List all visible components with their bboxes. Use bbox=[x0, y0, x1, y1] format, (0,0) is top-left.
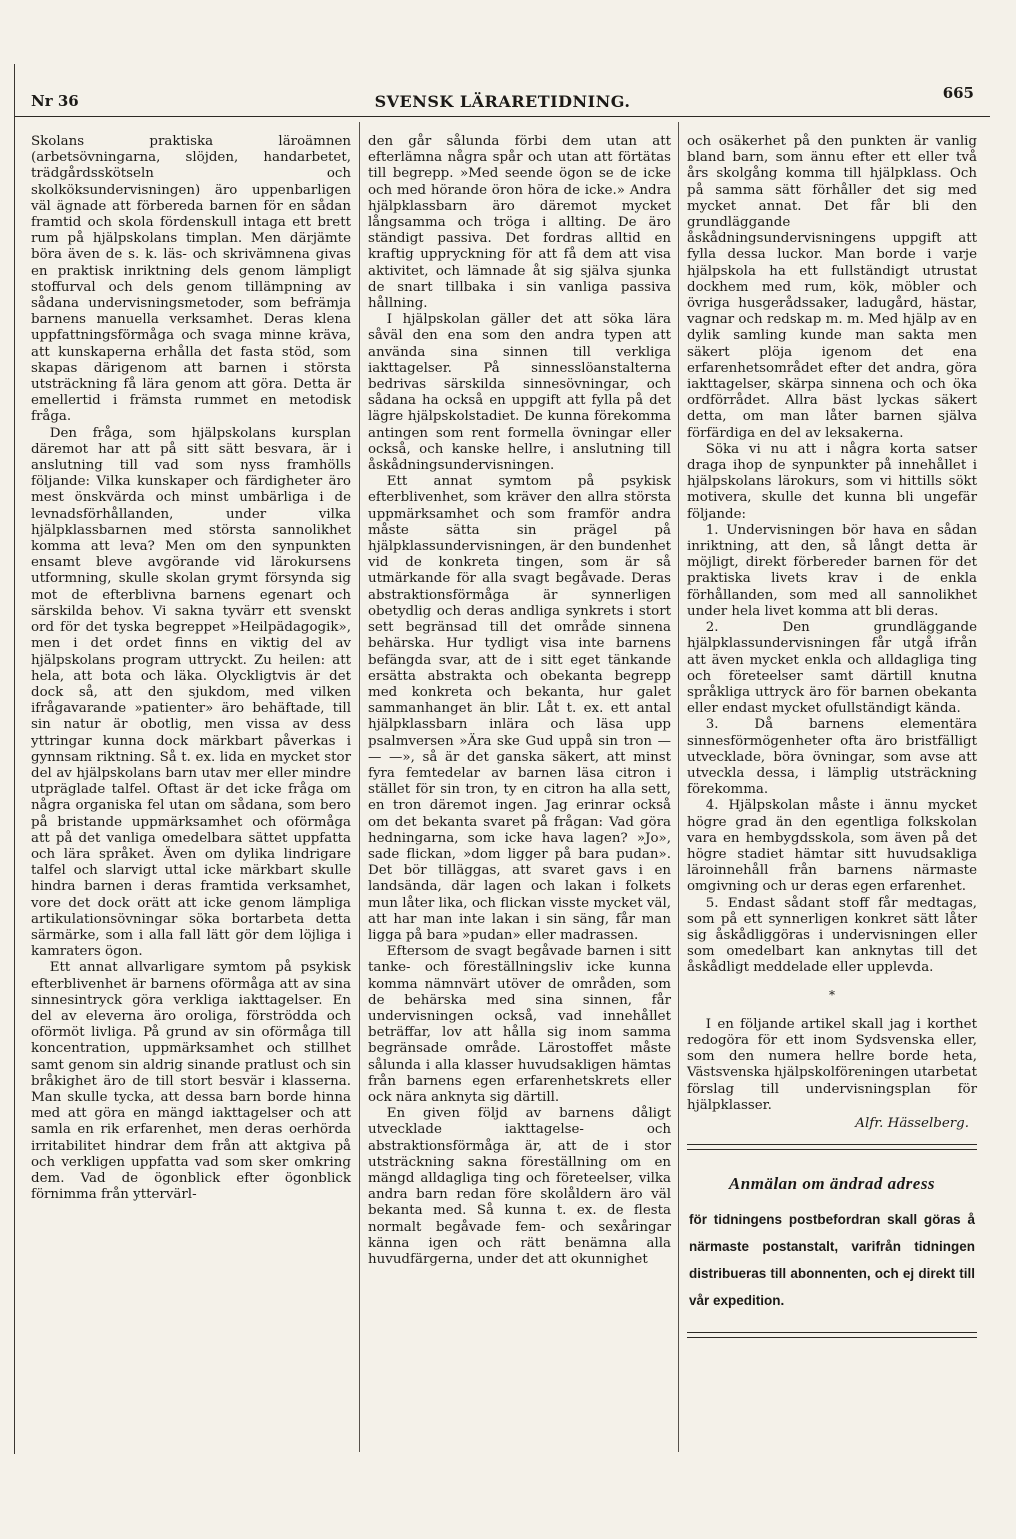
issue-number: Nr 36 bbox=[31, 92, 79, 110]
paragraph: den går sålunda förbi dem utan att efterlämna några spår och utan att förtätas till begrepp. »Med seende ögon se de icke och med hörande öron höra de icke.» Andra hjälpklassbarn äro däremot mycket långsamma och tröga i allting. De äro ständigt passiva. Det fordras alltid en kraftig uppryckning för att få dem att visa aktivitet, och lämnade åt sig själva sjunka de snart tillbaka i sin vanliga passiva hållning. bbox=[368, 134, 671, 312]
page-header bbox=[15, 84, 990, 116]
paragraph: Ett annat symtom på psykisk efterblivenhet, som kräver den allra största uppmärksamhet och som framför andra måste sätta sin prägel på hjälpklassundervisningen, är den bundenhet vid de konkreta tingen, som är så utmärkande för alla svagt begåvade. Deras abstraktionsförmåga är synnerligen obetydlig och deras andliga synkrets i stort sett begränsad till det område sinnena behärska. Hur tydligt visa inte barnens befängda svar, att de i sitt eget tänkande ersätta abstrakta och obekanta begrepp med konkreta och bekanta, hur galet sammanhanget än blir. Låt t. ex. ett antal hjälpklassbarn inlära och läsa upp psalmversen »Ära ske Gud uppå sin tron — — —», så är det ganska säkert, att minst fyra femtedelar av barnen läsa citron i stället för sin tron, ty en citron ha alla sett, en tron däremot ingen. Jag erinrar också om det bekanta svaret på frågan: Vad göra hedningarna, som icke hava lagen? »Jo», sade flickan, »dom ligger på bara pudan». Det bör tilläggas, att svaret gavs i en landsända, där lagen och lakan i folkets mun låter lika, och flickan visste mycket väl, att har man inte lakan i sin säng, får man ligga på bara »pudan» eller madrassen. bbox=[368, 474, 671, 943]
list-item: 3. Då barnens elementära sinnesförmögenheter ofta äro bristfälligt utvecklade, böra övningar, som avse att utveckla dessa, i lämplig utsträckning förekomma. bbox=[687, 717, 977, 798]
section-separator: * bbox=[829, 987, 835, 1002]
list-item: 4. Hjälpskolan måste i ännu mycket högre grad än den egentliga folkskolan vara en hembygdsskola, som även på det högre stadiet hämtar sitt huvudsakliga läroinnehåll från barnens närmaste omgivning och ur deras egen erfarenhet. bbox=[687, 798, 977, 895]
paragraph: Söka vi nu att i några korta satser draga ihop de synpunkter på innehållet i hjälpskolans lärokurs, som vi hittills sökt motivera, skulle det kunna bli ungefär följande: bbox=[687, 441, 977, 522]
column-divider bbox=[359, 122, 360, 1452]
header-rule bbox=[15, 116, 990, 117]
closing-paragraph: I en följande artikel skall jag i korthet redogöra för ett inom Sydsvenska eller, som den numera hellre borde heta, Västsvenska hjälpskolföreningen utarbetat förslag till undervisningsplan för hjälpklasser. bbox=[687, 1016, 977, 1113]
list-item: 2. Den grundläggande hjälpklassundervisningen får utgå ifrån att även mycket enkla och alldagliga ting och företeelser samt därtill knutna språkliga uttryck äro för barnen obekanta eller endast mycket ofullständigt kända. bbox=[687, 620, 977, 717]
article-column-2 bbox=[368, 134, 671, 1268]
paragraph: Eftersom de svagt begåvade barnen i sitt tanke- och föreställningsliv icke kunna komma nämnvärt utöver de områden, som de behärska med sina sinnen, får undervisningen också, vad innehållet beträffar, lov att hålla sig inom samma begränsade område. Lärostoffet måste sålunda i alla klasser huvudsakligen hämtas från barnens egen erfarenhetskrets eller ock nära anknyta sig därtill. bbox=[368, 944, 671, 1105]
list-item: 5. Endast sådant stoff får medtagas, som på ett synnerligen konkret sätt låter sig åskådliggöras i undervisningen eller som omedelbart kan anknytas till det åskådligt meddelade eller upplevda. bbox=[687, 895, 977, 976]
address-change-notice bbox=[687, 1176, 977, 1314]
paragraph: och osäkerhet på den punkten är vanlig bland barn, som ännu efter ett eller två års skolgång komma till hjälpklass. Och på samma sätt förhåller det sig med mycket annat. Det får bli den grundläggande åskådningsundervisningens uppgift att fylla dessa luckor. Man borde i varje hjälpskola ha ett fullständigt utrustat dockhem med rum, kök, möbler och övriga husgerådssaker, ladugård, hästar, vagnar och redskap m. m. Med hjälp av en dylik samling kunde man sakta men säkert plöja igenom det ena erfarenhetsområdet efter det andra, göra iakttagelser, skärpa sinnena och och öka ordförrådet. Allra bäst lyckas säkert detta, om man låter barnen själva förfärdiga en del av leksakerna. bbox=[687, 134, 977, 441]
double-rule bbox=[687, 1332, 977, 1338]
notice-title: Anmälan om ändrad adress bbox=[728, 1174, 936, 1194]
double-rule bbox=[687, 1144, 977, 1150]
paragraph: Skolans praktiska läroämnen (arbetsövningarna, slöjden, handarbetet, trädgårdsskötseln och skolköksundervisningen) äro uppenbarligen väl ägnade att förbereda barnen för en sådan framtid och skola fördenskull intaga ett brett rum på hjälpskolans timplan. Men därjämte böra även de s. k. läs- och skrivämnena givas en praktisk inriktning dels genom lämpligt stoffurval och dels genom tillämpning av sådana undervisningsmetoder, som befrämja barnens manuella verksamhet. Deras klena uppfattningsförmåga och svaga minne kräva, att kunskaperna erhålla det fasta stöd, som skapas därigenom att barnen i största utsträckning få lära genom att göra. Detta är emellertid i främsta rummet en metodisk fråga. bbox=[31, 134, 351, 425]
article-column-3 bbox=[687, 134, 977, 1338]
publication-title: SVENSK LÄRARETIDNING. bbox=[374, 92, 631, 111]
paragraph: Den fråga, som hjälpskolans kursplan däremot har att på sitt sätt besvara, är i anslutning till vad som nyss framhölls följande: Vilka kunskaper och färdigheter äro mest önskvärda och minst umbärliga i de levnadsförhållanden, under vilka hjälpklassbarnen med största sannolikhet komma att leva? Men om den synpunkten ensamt bleve avgörande vid lärokursens utformning, skulle skolan grymt försynda sig mot de efterblivna barnens egenart och särskilda behov. Vi sakna tyvärr ett svenskt ord för det tyska begreppet »Heilpädagogik», men i det ordet finns en viktig del av hjälpskolans program uttryckt. Zu heilen: att hela, att bota och läka. Olyckligtvis är det dock så, att den sjukdom, med vilken ifrågavarande »patienter» äro behäftade, till sin natur är obotlig, men vissa av dess yttringar kunna dock märkbart påverkas i gynnsam riktning. Så t. ex. lida en mycket stor del av hjälpskolans barn utav mer eller mindre utpräglade talfel. Oftast är det icke fråga om några organiska fel utan om sådana, som bero på bristande uppmärksamhet och oförmåga att på det vanliga omedelbara sättet uppfatta och lära språket. Även om dylika lindrigare talfel och slarvigt uttal icke märkbart skulle hindra barnen i deras framtida verksamhet, vore det dock orätt att icke genom lämpliga artikulationsövningar söka bortarbeta detta särmärke, som i alla fall lätt gör dem löjliga i kamraters ögon. bbox=[31, 425, 351, 960]
author-signature: Alfr. Hässelberg. bbox=[855, 1115, 969, 1131]
list-item: 1. Undervisningen bör hava en sådan inriktning, att den, så långt detta är möjligt, direkt förbereder barnen för det praktiska livets krav i de enkla förhållanden, som med all sannolikhet under hela livet komma att bli deras. bbox=[687, 522, 977, 619]
paragraph: I hjälpskolan gäller det att söka lära såväl den ena som den andra typen att använda sina sinnen till verkliga iakttagelser. På sinnesslöanstalterna bedrivas särskilda sinnesövningar, och sådana ha också en uppgift att fylla på det lägre hjälpskolstadiet. De kunna förekomma antingen som rent formella övningar eller också, och kanske hellre, i anslutning till åskådningsundervisningen. bbox=[368, 312, 671, 474]
newspaper-page bbox=[14, 64, 990, 1454]
article-column-1 bbox=[31, 134, 351, 1203]
paragraph: En given följd av barnens dåligt utvecklade iakttagelse- och abstraktionsförmåga är, att de i stor utsträckning sakna föreställning om en mängd alldagliga ting och företeelser, vilka andra barn redan före skolåldern äro väl bekanta med. Så kunna t. ex. de flesta normalt begåvade fem- och sexåringar känna igen och rätt benämna alla huvudfärgerna, under det att okunnighet bbox=[368, 1106, 671, 1268]
paragraph: Ett annat allvarligare symtom på psykisk efterblivenhet är barnens oförmåga att av sina sinnesintryck göra verkliga iakttagelser. En del av eleverna äro oroliga, förströdda och oförmöt livliga. På grund av sin oförmåga till koncentration, uppmärksamhet och stillhet samt genom sin aldrig sinande pratlust och sin bråkighet äro de till stort besvär i klasserna. Man skulle tycka, att dessa barn borde hinna med att göra en mängd iakttagelser och att samla en rik erfarenhet, men deras oerhörda irritabilitet hindrar dem från att aktgiva på och verkligen uppfatta vad som sker omkring dem. Vad de ögonblick efter ögonblick förnimma från yttervärl- bbox=[31, 960, 351, 1203]
column-divider bbox=[678, 122, 679, 1452]
notice-body: för tidningens postbefordran skall göras å närmaste postanstalt, varifrån tidningen distribueras till abonnenten, och ej direkt till vår expedition. bbox=[689, 1212, 975, 1309]
page-number: 665 bbox=[942, 84, 974, 102]
